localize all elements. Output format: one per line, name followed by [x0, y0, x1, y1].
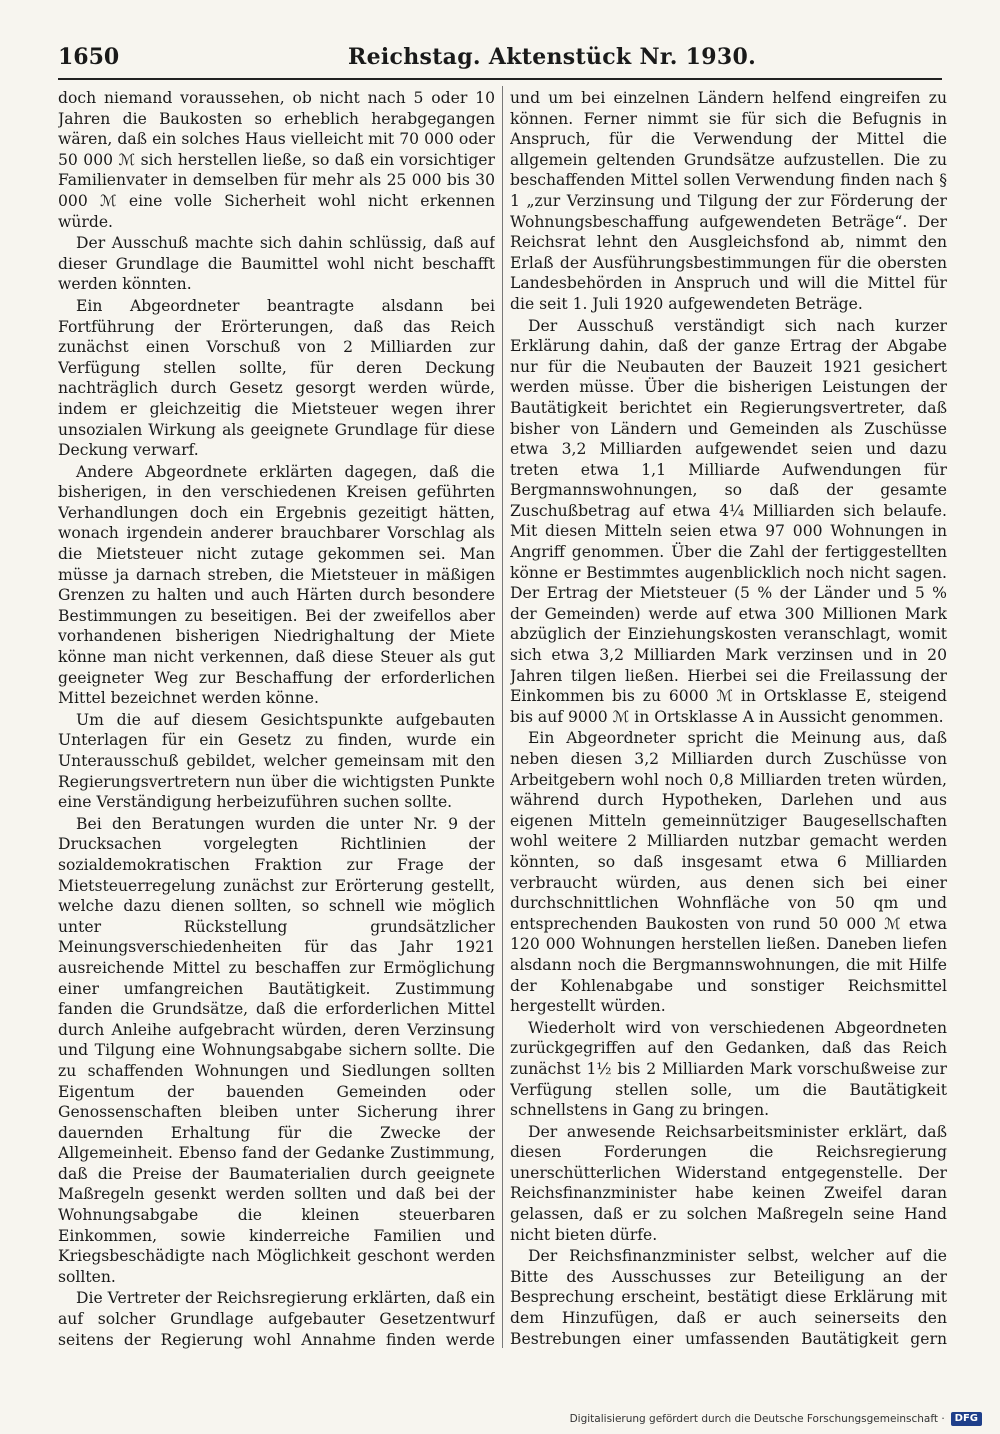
digitization-credit [540, 1411, 982, 1427]
credit-text: Digitalisierung gefördert durch die Deutsche Forschungsgemeinschaft · [569, 1413, 945, 1425]
right-column [510, 88, 947, 1350]
paragraph: Der Reichsfinanzminister selbst, welcher auf die Bitte des Ausschusses zur Beteiligung an der Besprechung erscheint, bestätigt diese Erklärung mit dem Hinzufügen, daß er auch seinerseits den Bestrebungen einer umfassenden Bautätigkeit gern [510, 1247, 947, 1348]
paragraph: Die Vertreter der Reichsregierung erklärten, daß ein auf solcher Grundlage aufgebauter Gesetzentwurf seitens der Regierung wohl Annahme finden werde [58, 1289, 495, 1349]
paragraph: Der anwesende Reichsarbeitsminister erklärt, daß diesen Forderungen die Reichsregierung unerschütterlichen Widerstand entgegenstelle. Der Reichsfinanzminister habe keinen Zweifel daran gelassen, daß er zu solchen Maßregeln seine Hand nicht bieten dürfe. [510, 1122, 947, 1244]
paragraph: Der Ausschuß verständigt sich nach kurzer Erklärung dahin, daß der ganze Ertrag der Abgabe nur für die Neubauten der Bauzeit 1921 gesichert werden müsse. Über die bisherigen Leistungen der Bautätigkeit berichtet ein Regierungsvertreter, daß bisher von Ländern und Gemeinden als Zuschüsse etwa 3,2 Milliarden aufgewendet seien und dazu treten etwa 1,1 Milliarde Aufwendungen für Bergmannswohnungen, so daß der gesamte Zuschußbetrag auf etwa 4¼ Milliarden sich belaufe. Mit diesen Mitteln seien etwa 97 000 Wohnungen in Angriff genommen. Über die Zahl der fertiggestellten könne er Bestimmtes augenblicklich noch nicht sagen. Der Ertrag der Mietsteuer (5 % der Länder und 5 % der Gemeinden) werde auf etwa 300 Millionen Mark abzüglich der Einziehungskosten veranschlagt, womit sich etwa 3,2 Milliarden Mark verzinsen und in 20 Jahren tilgen ließen. Hierbei sei die Freilassung der Einkommen bis zu 6000 ℳ in Ortsklasse E, steigend bis auf 9000 ℳ in Ortsklasse A in Aussicht genommen. [510, 316, 947, 726]
paragraph: Ein Abgeordneter spricht die Meinung aus, daß neben diesen 3,2 Milliarden durch Zuschüsse von Arbeitgebern wohl noch 0,8 Milliarden treten würden, während durch Hypotheken, Darlehen und aus eigenen Mitteln gemeinnütziger Baugesellschaften wohl weitere 2 Milliarden nutzbar gemacht werden könnten, so daß insgesamt etwa 6 Milliarden verbraucht würden, aus denen sich bei einer durchschnittlichen Wohnfläche von 50 qm und entsprechenden Baukosten von rund 50 000 ℳ etwa 120 000 Wohnungen herstellen ließen. Daneben liefen alsdann noch die Bergmannswohnungen, die mit Hilfe der Kohlenabgabe und sonstiger Reichsmittel hergestellt würden. [510, 729, 947, 1016]
paragraph: Um die auf diesem Gesichtspunkte aufgebauten Unterlagen für ein Gesetz zu finden, wurde ein Unterausschuß gebildet, welcher gemeinsam mit den Regierungsvertretern nun über die wichtigsten Punkte eine Verständigung herbeizuführen suchen sollte. [58, 710, 495, 812]
page-header [58, 44, 938, 80]
paragraph: Andere Abgeordnete erklärten dagegen, daß die bisherigen, in den verschiedenen Kreisen geführten Verhandlungen doch ein Ergebnis gezeitigt hätten, wonach irgendein anderer brauchbarer Vorschlag als die Mietsteuer nicht zutage gekommen sei. Man müsse ja darnach streben, die Mietsteuer in mäßigen Grenzen zu halten und auch Härten durch besondere Bestimmungen zu beseitigen. Bei der zweifellos aber vorhandenen bisherigen Niedrighaltung der Miete könne man nicht verkennen, daß diese Steuer als gut geeigneter Weg zur Beschaffung der erforderlichen Mittel bezeichnet werden könne. [58, 462, 495, 708]
page-number: 1650 [58, 44, 120, 70]
paragraph: Wiederholt wird von verschiedenen Abgeordneten zurückgegriffen auf den Gedanken, daß das Reich zunächst 1½ bis 2 Milliarden Mark vorschußweise zur Verfügung stellen solle, um die Bautätigkeit schnellstens in Gang zu bringen. [510, 1018, 947, 1120]
dfg-logo: DFG [951, 1412, 982, 1426]
running-title: Reichstag. Aktenstück Nr. 1930. [348, 44, 757, 70]
paragraph: doch niemand voraussehen, ob nicht nach 5 oder 10 Jahren die Baukosten so erheblich herabgegangen wären, daß ein solches Haus vielleicht mit 70 000 oder 50 000 ℳ sich herstellen ließe, so daß ein vorsichtiger Familienvater in demselben für mehr als 25 000 bis 30 000 ℳ eine volle Sicherheit wohl nicht erkennen würde. [58, 89, 495, 231]
paragraph: Der Ausschuß machte sich dahin schlüssig, daß auf dieser Grundlage die Baumittel wohl nicht beschafft werden könnten. [58, 234, 495, 294]
header-rule [58, 78, 942, 80]
paragraph: und um bei einzelnen Ländern helfend eingreifen zu können. Ferner nimmt sie für sich die Befugnis in Anspruch, für die Verwendung der Mittel die allgemein geltenden Grundsätze aufzustellen. Die zu beschaffenden Mittel sollen Verwendung finden nach § 1 „zur Verzinsung und Tilgung der zur Förderung der Wohnungsbeschaffung aufgewendeten Beträge“. Der Reichsrat lehnt den Ausgleichsfond ab, nimmt den Erlaß der Ausführungsbestimmungen für die obersten Landesbehörden in Anspruch und will die Mittel für die seit 1. Juli 1920 aufgewendeten Beträge. [510, 89, 947, 313]
paragraph: Ein Abgeordneter beantragte alsdann bei Fortführung der Erörterungen, daß das Reich zunächst einen Vorschuß von 2 Milliarden zur Verfügung stellen sollte, für deren Deckung nachträglich durch Gesetz gesorgt werden würde, indem er gleichzeitig die Mietsteuer wegen ihrer unsozialen Wirkung als geeignete Grundlage für diese Deckung verwarf. [58, 296, 495, 460]
left-column [58, 88, 495, 1350]
column-divider [502, 86, 503, 1348]
paragraph: Bei den Beratungen wurden die unter Nr. 9 der Drucksachen vorgelegten Richtlinien der sozialdemokratischen Fraktion zur Frage der Mietsteuerregelung zunächst zur Erörterung gestellt, welche dazu dienen sollten, so schnell wie möglich unter Rückstellung grundsätzlicher Meinungsverschiedenheiten für das Jahr 1921 ausreichende Mittel zu beschaffen zur Ermöglichung einer umfangreichen Bautätigkeit. Zustimmung fanden die Grundsätze, daß die erforderlichen Mittel durch Anleihe aufgebracht würden, deren Verzinsung und Tilgung eine Wohnungsabgabe sichern sollte. Die zu schaffenden Wohnungen und Siedlungen sollten Eigentum der bauenden Gemeinden oder Genossenschaften bleiben unter Sicherung ihrer dauernden Erhaltung für die Zwecke der Allgemeinheit. Ebenso fand der Gedanke Zustimmung, daß die Preise der Baumaterialien durch geeignete Maßregeln gesenkt werden sollten und daß bei der Wohnungsabgabe die kleinen steuerbaren Einkommen, sowie kinderreiche Familien und Kriegsbeschädigte nach Möglichkeit geschont werden sollten. [58, 814, 495, 1286]
